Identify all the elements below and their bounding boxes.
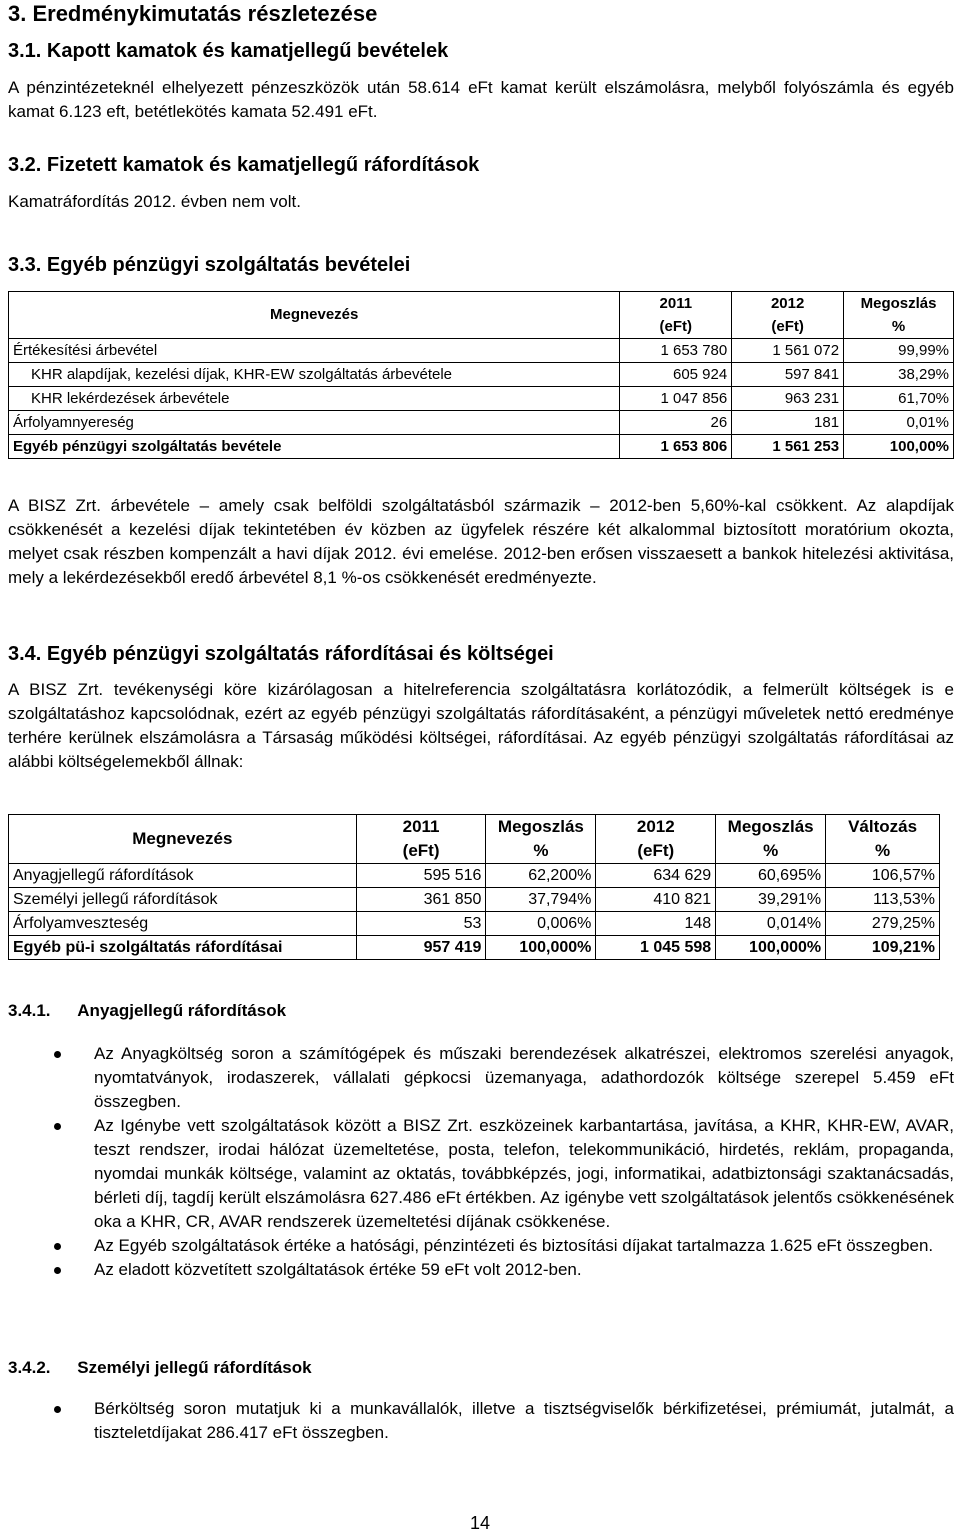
row-label: Értékesítési árbevétel xyxy=(9,339,620,363)
table-row xyxy=(9,912,940,936)
col-header-name: Megnevezés xyxy=(9,292,620,339)
cell-share-2012: 0,014% xyxy=(716,912,826,936)
bullet-list-3-4-2 xyxy=(8,1397,954,1445)
paragraph-3-1: A pénzintézeteknél elhelyezett pénzeszközök után 58.614 eFt kamat került elszámolásra, melyből folyószámla és egyéb kamat 6.123 eft, betétlekötés kamata 52.491 eFt. xyxy=(8,78,954,121)
cell-share-2012: 60,695% xyxy=(716,864,826,888)
cell-2012: 1 561 253 xyxy=(732,435,844,459)
cell-share-2012: 100,000% xyxy=(716,936,826,960)
cell-share-2012: 39,291% xyxy=(716,888,826,912)
cell-2011: 1 653 806 xyxy=(620,435,732,459)
heading-3-4: 3.4. Egyéb pénzügyi szolgáltatás ráfordításai és költségei xyxy=(8,643,554,665)
bullet-list-3-4-1 xyxy=(8,1042,954,1282)
list-item xyxy=(8,1258,954,1282)
cell-2012: 634 629 xyxy=(596,864,716,888)
row-label: KHR lekérdezések árbevétele xyxy=(9,387,620,411)
cell-share-2011: 37,794% xyxy=(486,888,596,912)
table-row xyxy=(9,363,954,387)
cell-change: 106,57% xyxy=(826,864,940,888)
table-row-total xyxy=(9,936,940,960)
cell-2011: 595 516 xyxy=(356,864,486,888)
heading-text: Anyagjellegű ráfordítások xyxy=(77,1001,287,1020)
heading-3-2: 3.2. Fizetett kamatok és kamatjellegű ráfordítások xyxy=(8,154,480,176)
list-item-text: Az Anyagköltség soron a számítógépek és műszaki berendezések alkatrészei, elektromos szerelési anyagok, nyomtatványok, irodaszerek, vállalati gépkocsi üzemanyaga, adathordozók költsége szerepel 5.459 eFt összegben. xyxy=(94,1044,954,1111)
table-row xyxy=(9,339,954,363)
table-row-total xyxy=(9,435,954,459)
cell-share: 99,99% xyxy=(844,339,954,363)
row-label: Anyagjellegű ráfordítások xyxy=(9,864,357,888)
heading-3: 3. Eredménykimutatás részletezése xyxy=(8,1,378,26)
heading-3-3: 3.3. Egyéb pénzügyi szolgáltatás bevételei xyxy=(8,254,411,276)
col-header-change: Változás xyxy=(826,815,940,840)
row-label: Árfolyamnyereség xyxy=(9,411,620,435)
paragraph-3-3: A BISZ Zrt. árbevétele – amely csak belföldi szolgáltatásból származik – 2012-ben 5,60%-kal csökkent. Az alapdíjak csökkenését a kezelési díjak tekintetében év közben az ügyfelek részére két alkalommal biztosított moratórium okozta, melyet csak részben kompenzált a havi díjak 2012. évi emelése. 2012-ben erősen visszaesett a bankok hitelezési aktivitása, mely a lekérdezésekből eredő árbevétel 8,1 %-os csökkenését eredményezte. xyxy=(8,496,954,587)
table-row xyxy=(9,888,940,912)
cell-2012: 148 xyxy=(596,912,716,936)
cell-2012: 1 561 072 xyxy=(732,339,844,363)
cell-share-2011: 62,200% xyxy=(486,864,596,888)
col-header-2011: 2011 xyxy=(356,815,486,840)
col-header-share: Megoszlás xyxy=(844,292,954,316)
list-item xyxy=(8,1397,954,1445)
table-row xyxy=(9,387,954,411)
heading-3-4-1 xyxy=(8,1000,286,1022)
paragraph-3-2: Kamatráfordítás 2012. évben nem volt. xyxy=(8,192,301,211)
col-header-2012-unit: (eFt) xyxy=(732,315,844,339)
cell-change: 113,53% xyxy=(826,888,940,912)
page-number: 14 xyxy=(469,1513,491,1533)
col-header-share-2012: Megoszlás xyxy=(716,815,826,840)
col-header-share-unit: % xyxy=(844,315,954,339)
cell-2011: 53 xyxy=(356,912,486,936)
cell-share: 100,00% xyxy=(844,435,954,459)
cell-share-2011: 100,000% xyxy=(486,936,596,960)
row-label: KHR alapdíjak, kezelési díjak, KHR-EW szolgáltatás árbevétele xyxy=(9,363,620,387)
col-header-share-2011-unit: % xyxy=(486,839,596,864)
cell-2011: 361 850 xyxy=(356,888,486,912)
bullet-icon xyxy=(54,1051,61,1058)
heading-number: 3.4.1. xyxy=(8,1001,51,1020)
bullet-icon xyxy=(54,1406,61,1413)
col-header-share-2012-unit: % xyxy=(716,839,826,864)
heading-3-1: 3.1. Kapott kamatok és kamatjellegű bevételek xyxy=(8,40,449,62)
cell-2012: 1 045 598 xyxy=(596,936,716,960)
list-item xyxy=(8,1114,954,1234)
row-label: Egyéb pénzügyi szolgáltatás bevétele xyxy=(9,435,620,459)
col-header-2012: 2012 xyxy=(596,815,716,840)
cell-2012: 410 821 xyxy=(596,888,716,912)
bullet-icon xyxy=(54,1267,61,1274)
col-header-2011: 2011 xyxy=(620,292,732,316)
col-header-change-unit: % xyxy=(826,839,940,864)
cell-2011: 605 924 xyxy=(620,363,732,387)
expense-table xyxy=(8,814,940,960)
cell-2011: 1 047 856 xyxy=(620,387,732,411)
bullet-icon xyxy=(54,1123,61,1130)
cell-2012: 963 231 xyxy=(732,387,844,411)
row-label: Árfolyamveszteség xyxy=(9,912,357,936)
table-row xyxy=(9,411,954,435)
cell-2012: 597 841 xyxy=(732,363,844,387)
row-label: Egyéb pü-i szolgáltatás ráfordításai xyxy=(9,936,357,960)
heading-text: Személyi jellegű ráfordítások xyxy=(77,1358,312,1377)
bullet-icon xyxy=(54,1243,61,1250)
list-item xyxy=(8,1042,954,1114)
cell-share: 38,29% xyxy=(844,363,954,387)
cell-change: 109,21% xyxy=(826,936,940,960)
col-header-2012: 2012 xyxy=(732,292,844,316)
paragraph-3-4: A BISZ Zrt. tevékenységi köre kizárólagosan a hitelreferencia szolgáltatásra korlátozódik, a felmerült költségek is e szolgáltatáshoz kapcsolódnak, ezért az egyéb pénzügyi szolgáltatás ráfordításaként, a pénzügyi műveletek nettó eredménye terhére kerülnek elszámolásra a Társaság működési költségei, ráfordításai. Az egyéb pénzügyi szolgáltatás ráfordításai az alábbi költségelemekből állnak: xyxy=(8,680,954,771)
col-header-2011-unit: (eFt) xyxy=(356,839,486,864)
revenue-table xyxy=(8,291,954,459)
cell-change: 279,25% xyxy=(826,912,940,936)
list-item-text: Az eladott közvetített szolgáltatások értéke 59 eFt volt 2012-ben. xyxy=(94,1260,582,1279)
col-header-2012-unit: (eFt) xyxy=(596,839,716,864)
cell-2012: 181 xyxy=(732,411,844,435)
cell-share: 0,01% xyxy=(844,411,954,435)
heading-3-4-2 xyxy=(8,1357,312,1379)
col-header-name: Megnevezés xyxy=(9,815,357,864)
list-item-text: Az Igénybe vett szolgáltatások között a BISZ Zrt. eszközeinek karbantartása, javítása, a KHR, KHR-EW, AVAR, teszt rendszer, irodai hálózat üzemeltetése, posta, telefon, telekommunikáció, hirdetés, reklám, propaganda, nyomdai munkák költsége, valamint az oktatás, továbbképzés, jogi, informatikai, adatbiztonsági szaktanácsadás, bérleti díj, tagdíj került elszámolásra 627.486 eFt értékben. Az igénybe vett szolgáltatások jelentős csökkenésének oka a KHR, CR, AVAR rendszerek üzemeltetési díjának csökkenése. xyxy=(94,1116,954,1231)
heading-number: 3.4.2. xyxy=(8,1358,51,1377)
cell-2011: 26 xyxy=(620,411,732,435)
table-row xyxy=(9,864,940,888)
row-label: Személyi jellegű ráfordítások xyxy=(9,888,357,912)
list-item-text: Az Egyéb szolgáltatások értéke a hatósági, pénzintézeti és biztosítási díjakat tartalmazza 1.625 eFt összegben. xyxy=(94,1236,934,1255)
col-header-share-2011: Megoszlás xyxy=(486,815,596,840)
list-item-text: Bérköltség soron mutatjuk ki a munkavállalók, illetve a tisztségviselők bérkifizetései, prémiumát, jutalmát, a tiszteletdíjakat 286.417 eFt összegben. xyxy=(94,1399,954,1442)
cell-share-2011: 0,006% xyxy=(486,912,596,936)
col-header-2011-unit: (eFt) xyxy=(620,315,732,339)
cell-2011: 1 653 780 xyxy=(620,339,732,363)
cell-2011: 957 419 xyxy=(356,936,486,960)
list-item xyxy=(8,1234,954,1258)
cell-share: 61,70% xyxy=(844,387,954,411)
